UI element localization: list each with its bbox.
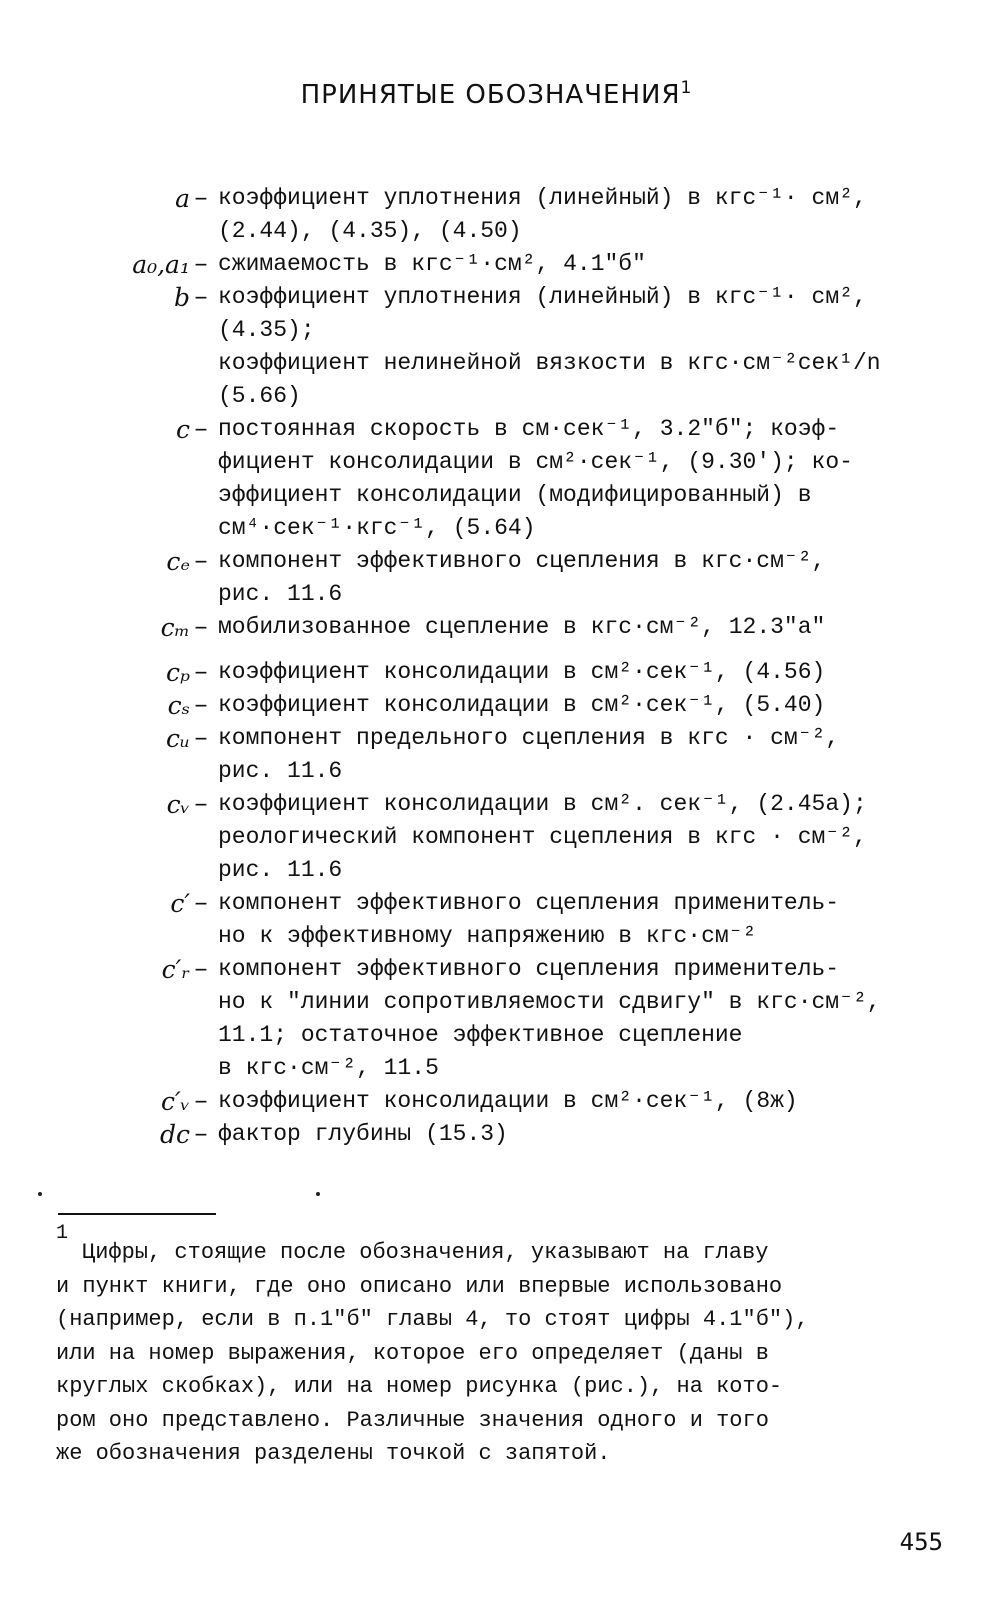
definition-line: постоянная скорость в см·сек⁻¹, 3.2″б″; коэф-	[218, 416, 840, 442]
definition-line: 11.1; остаточное эффективное сцепление	[218, 1022, 743, 1048]
definition-line: рис. 11.6	[218, 857, 343, 883]
footnote-line: ром оно представлено. Различные значения одного и того	[56, 1407, 769, 1433]
notation-definition	[212, 248, 910, 281]
notation-entry	[90, 788, 910, 887]
separator-dash: –	[193, 889, 209, 918]
footnote	[56, 1236, 902, 1471]
footnote-line: Цифры, стоящие после обозначения, указывают на главу	[82, 1240, 769, 1265]
notation-entry	[90, 1085, 910, 1118]
notation-symbol: cᵤ	[166, 724, 190, 753]
notation-symbol: a₀,a₁	[132, 250, 190, 279]
stray-dot-mark	[38, 1192, 42, 1196]
page-title-text: ПРИНЯТЫЕ ОБОЗНАЧЕНИЯ	[300, 80, 681, 110]
notation-entry	[90, 1118, 910, 1151]
notation-definition	[212, 1085, 910, 1118]
notation-symbol: cₛ	[167, 691, 190, 720]
notation-list	[90, 182, 910, 1151]
definition-line: эффициент консолидации (модифицированный) в	[218, 482, 812, 508]
notation-entry	[90, 887, 910, 953]
separator-dash: –	[193, 415, 209, 444]
definition-line: коэффициент нелинейной вязкости в кгс·см⁻²сек¹/n	[218, 350, 881, 376]
page-title	[0, 78, 993, 110]
separator-dash: –	[193, 613, 209, 642]
definition-line: компонент эффективного сцепления применитель-	[218, 890, 840, 916]
definition-line: (4.35);	[218, 317, 315, 343]
footnote-line: и пункт книги, где оно описано или впервые использовано	[56, 1273, 783, 1299]
separator-dash: –	[193, 691, 209, 720]
stray-dot-mark	[316, 1192, 320, 1196]
definition-line: реологический компонент сцепления в кгс · см⁻²,	[218, 824, 867, 850]
definition-line: компонент предельного сцепления в кгс · см⁻²,	[218, 725, 840, 751]
definition-line: компонент эффективного сцепления применитель-	[218, 956, 840, 982]
notation-definition	[212, 1118, 910, 1151]
definition-line: мобилизованное сцепление в кгс·см⁻², 12.3″а″	[218, 614, 826, 640]
definition-line: фициент консолидации в см²·сек⁻¹, (9.30′); ко-	[218, 449, 853, 475]
notation-symbol: c′ᵥ	[161, 1087, 190, 1116]
definition-line: коэффициент уплотнения (линейный) в кгс⁻¹· см²,	[218, 284, 867, 310]
notation-definition	[212, 611, 910, 644]
notation-entry	[90, 611, 910, 644]
footnote-mark: 1	[56, 1222, 69, 1245]
notation-symbol: b	[173, 283, 190, 312]
notation-symbol: dc	[159, 1120, 190, 1149]
footnote-line: или на номер выражения, которое его определяет (даны в	[56, 1340, 769, 1366]
definition-line: коэффициент консолидации в см²·сек⁻¹, (8ж)	[218, 1088, 798, 1114]
definition-line: рис. 11.6	[218, 581, 343, 607]
definition-line: фактор глубины (15.3)	[218, 1121, 508, 1147]
definition-line: коэффициент уплотнения (линейный) в кгс⁻¹· см²,	[218, 185, 867, 211]
definition-line: компонент эффективного сцепления в кгс·см⁻²,	[218, 548, 826, 574]
notation-entry	[90, 413, 910, 545]
notation-definition	[212, 413, 910, 545]
notation-entry	[90, 248, 910, 281]
notation-entry	[90, 281, 910, 413]
notation-definition	[212, 281, 910, 413]
notation-symbol: cₘ	[160, 613, 190, 642]
notation-symbol: a	[175, 184, 190, 213]
footnote-line: круглых скобках), или на номер рисунка (рис.), на кото-	[56, 1374, 783, 1399]
definition-line: рис. 11.6	[218, 758, 343, 784]
title-footnote-mark: 1	[680, 78, 693, 98]
separator-dash: –	[193, 283, 209, 312]
separator-dash: –	[193, 1120, 209, 1149]
separator-dash: –	[193, 184, 209, 213]
notation-symbol: c	[175, 415, 190, 444]
notation-definition	[212, 182, 910, 248]
notation-symbol: cₚ	[166, 658, 190, 687]
notation-symbol: c′	[170, 889, 190, 918]
page-number: 455	[899, 1528, 943, 1556]
definition-line: в кгс·см⁻², 11.5	[218, 1055, 439, 1081]
definition-line: (5.66)	[218, 383, 301, 409]
definition-line: коэффициент консолидации в см²·сек⁻¹, (4.56)	[218, 659, 826, 685]
notation-definition	[212, 953, 910, 1085]
separator-dash: –	[193, 955, 209, 984]
notation-symbol: cₑ	[166, 547, 190, 576]
separator-dash: –	[193, 790, 209, 819]
definition-line: сжимаемость в кгс⁻¹·см², 4.1″б″	[218, 251, 646, 277]
separator-dash: –	[193, 547, 209, 576]
notation-definition	[212, 722, 910, 788]
definition-line: но к эффективному напряжению в кгс·см⁻²	[218, 923, 757, 949]
notation-entry	[90, 656, 910, 689]
notation-symbol: c′ᵣ	[161, 955, 190, 984]
separator-dash: –	[193, 724, 209, 753]
definition-line: коэффициент консолидации в см². сек⁻¹, (2.45а);	[218, 791, 867, 817]
notation-entry	[90, 953, 910, 1085]
definition-line: коэффициент консолидации в см²·сек⁻¹, (5.40)	[218, 692, 826, 718]
notation-definition	[212, 689, 910, 722]
notation-entry	[90, 722, 910, 788]
footnote-line: (например, если в п.1″б″ главы 4, то стоят цифры 4.1″б″),	[56, 1307, 809, 1332]
notation-definition	[212, 788, 910, 887]
notation-symbol: cᵥ	[166, 790, 190, 819]
footnote-separator	[58, 1213, 216, 1215]
notation-entry	[90, 182, 910, 248]
notation-entry	[90, 689, 910, 722]
definition-line: (2.44), (4.35), (4.50)	[218, 218, 522, 244]
separator-dash: –	[193, 1087, 209, 1116]
footnote-line: же обозначения разделены точкой с запятой.	[56, 1441, 611, 1466]
notation-definition	[212, 887, 910, 953]
definition-line: см⁴·сек⁻¹·кгс⁻¹, (5.64)	[218, 515, 536, 541]
notation-entry	[90, 545, 910, 611]
separator-dash: –	[193, 250, 209, 279]
notation-definition	[212, 545, 910, 611]
notation-definition	[212, 656, 910, 689]
definition-line: но к ″линии сопротивляемости сдвигу″ в кгс·см⁻²,	[218, 989, 881, 1015]
separator-dash: –	[193, 658, 209, 687]
